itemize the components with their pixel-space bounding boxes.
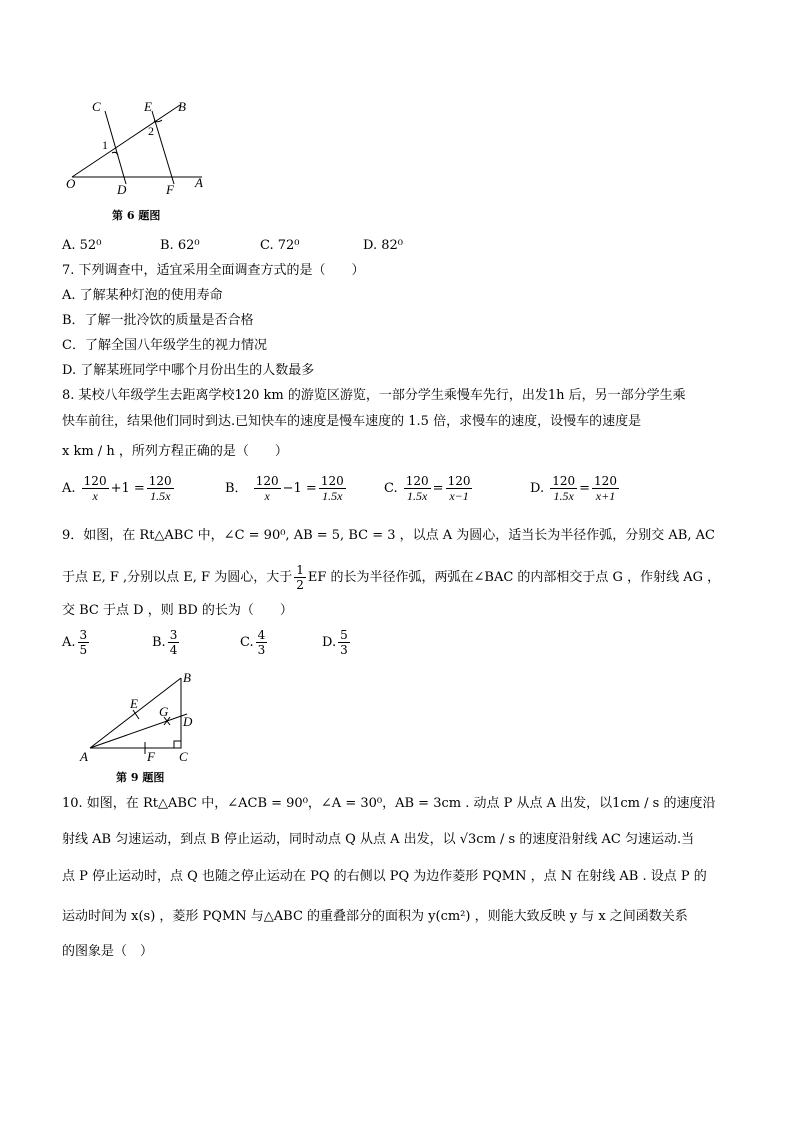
fig9-label-C: C <box>179 749 188 764</box>
q10-line-2: 射线 AB 匀速运动，到点 B 停止运动，同时动点 Q 从点 A 出发，以 √3cm / s 的速度沿射线 AC 匀速运动.当 <box>62 832 695 847</box>
fig9-label-G: G <box>159 704 169 719</box>
q9-option-a: A. $\frac{3}{5}$ <box>62 628 88 657</box>
fraction: $\frac{120}{1.5x}$ <box>405 474 429 503</box>
q6-option-a: A. 52⁰ <box>62 238 102 253</box>
q9-option-d: D. $\frac{5}{3}$ <box>322 628 348 657</box>
q8-line-2: 快车前往，结果他们同时到达.已知快车的速度是慢车速度的 1.5 倍，求慢车的速度，设慢车的速度是 <box>62 414 642 429</box>
fig6-label-O: O <box>66 176 76 191</box>
q9-line-1: 9．如图，在 Rt△ABC 中，∠C = 90⁰, AB = 5, BC = 3 ，以点 A 为圆心，适当长为半径作弧，分别交 AB, AC <box>62 528 715 543</box>
fig6-label-E: E <box>144 99 152 114</box>
q7-option-a: A. 了解某种灯泡的使用寿命 <box>62 288 223 303</box>
q7-option-c: C．了解全国八年级学生的视力情况 <box>62 338 267 353</box>
fig9-caption: 第 9 题图 <box>116 771 165 784</box>
fraction: $\frac{3}{4}$ <box>169 628 178 657</box>
q9-option-c: C. $\frac{4}{3}$ <box>240 628 266 657</box>
fig6-line-OB <box>72 105 180 177</box>
fig6-label-C: C <box>92 99 101 114</box>
fraction: $\frac{4}{3}$ <box>257 628 266 657</box>
q8-line-3: x km / h ，所列方程正确的是（ ） <box>62 444 288 459</box>
fig9-label-D: D <box>183 714 193 729</box>
fraction: $\frac{120}{x}$ <box>83 474 107 503</box>
fig6-caption: 第 6 题图 <box>112 209 161 222</box>
q9-line-3: 交 BC 于点 D ，则 BD 的长为（ ） <box>62 603 293 618</box>
fig9-label-A: A <box>80 749 88 764</box>
fraction: $\frac{120}{1.5x}$ <box>552 474 576 503</box>
fraction: $\frac{5}{3}$ <box>340 628 348 657</box>
q8-option-c: C. $\frac{120}{1.5x}$ = $\frac{120}{x-1}$ <box>384 474 471 503</box>
fig6-label-1: 1 <box>102 138 108 152</box>
q10-line-4: 运动时间为 x(s) ，菱形 PQMN 与△ABC 的重叠部分的面积为 y(cm²) ，则能大致反映 y 与 x 之间函数关系 <box>62 909 688 924</box>
q6-option-b: B. 62⁰ <box>160 238 200 253</box>
q9-option-b: B. $\frac{3}{4}$ <box>152 628 178 657</box>
q7-stem: 7. 下列调查中，适宜采用全面调查方式的是（ ） <box>62 263 365 278</box>
q8-option-d: D. $\frac{120}{1.5x}$ = $\frac{120}{x+1}$ <box>530 474 617 503</box>
fraction: $\frac{120}{1.5x}$ <box>148 474 172 503</box>
fig6-label-F: F <box>166 182 174 195</box>
fig6-label-2: 2 <box>148 124 154 138</box>
fig6-label-D: D <box>117 182 127 195</box>
fig6-line-CD <box>105 111 126 184</box>
fig9-right-angle-mark <box>174 741 181 748</box>
fraction-half: $\frac{1}{2}$ <box>296 563 304 592</box>
fraction: $\frac{120}{x+1}$ <box>594 474 617 503</box>
q7-option-b: B．了解一批冷饮的质量是否合格 <box>62 313 254 328</box>
fraction: $\frac{120}{x}$ <box>255 474 279 503</box>
q6-option-d: D. 82⁰ <box>363 238 403 253</box>
fig6-label-A: A <box>195 175 203 190</box>
figure-6 <box>62 95 222 195</box>
q10-line-1: 10. 如图，在 Rt△ABC 中，∠ACB = 90⁰，∠A = 30⁰，AB = 3cm . 动点 P 从点 A 出发，以1cm / s 的速度沿 <box>62 796 716 811</box>
q10-line-5: 的图象是（ ） <box>62 944 154 959</box>
q7-option-d: D. 了解某班同学中哪个月份出生的人数最多 <box>62 363 315 378</box>
q6-option-c: C. 72⁰ <box>260 238 300 253</box>
q10-line-3: 点 P 停止运动时，点 Q 也随之停止运动在 PQ 的右侧以 PQ 为边作菱形 PQMN ，点 N 在射线 AB . 设点 P 的 <box>62 869 707 884</box>
fig9-label-E: E <box>130 696 138 711</box>
fraction: $\frac{3}{5}$ <box>79 628 88 657</box>
q9-line-2: 于点 E, F ,分别以点 E, F 为圆心，大于 $\frac{1}{2}$ EF 的长为半径作弧，两弧在∠BAC 的内部相交于点 G ，作射线 AG ， <box>62 563 721 592</box>
figure-9 <box>75 668 205 768</box>
q8-option-b: B． $\frac{120}{x}$ −1 = $\frac{120}{1.5x}$ <box>225 474 344 503</box>
fraction: $\frac{120}{1.5x}$ <box>320 474 344 503</box>
fig9-label-F: F <box>147 749 155 764</box>
fraction: $\frac{120}{x-1}$ <box>447 474 471 503</box>
q8-line-1: 8. 某校八年级学生去距离学校120 km 的游览区游览，一部分学生乘慢车先行，出发1h 后，另一部分学生乘 <box>62 388 686 403</box>
q8-option-a: A. $\frac{120}{x}$ +1 = $\frac{120}{1.5x}$ <box>62 474 172 503</box>
fig6-label-B: B <box>178 99 186 114</box>
fig9-label-B: B <box>183 670 191 685</box>
